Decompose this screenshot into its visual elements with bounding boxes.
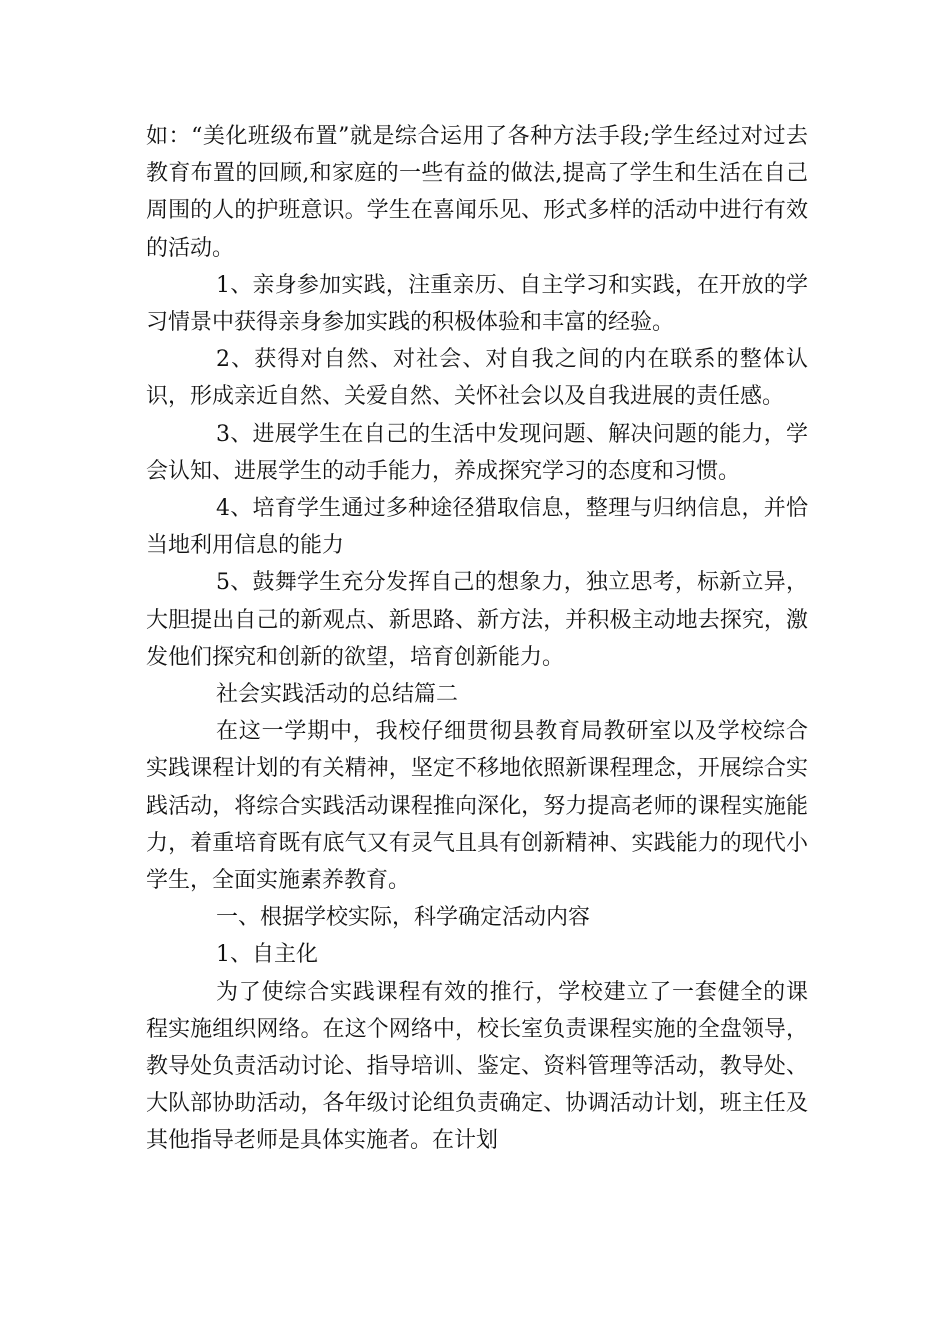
paragraph-3: 2、获得对自然、对社会、对自我之间的内在联系的整体认识，形成亲近自然、关爱自然、关怀社会以及自我进展的责任感。 [146,347,808,410]
paragraph-1: 如：“美化班级布置”就是综合运用了各种方法手段;学生经过对过去教育布置的回顾,和家庭的一些有益的做法,提高了学生和生活在自己周围的人的护班意识。学生在喜闻乐见、形式多样的活动中进行有效的活动。 [146,124,808,261]
subheading-2: 1、自主化 [216,942,318,968]
paragraph-4: 3、进展学生在自己的生活中发现问题、解决问题的能力，学会认知、进展学生的动手能力，养成探究学习的态度和习惯。 [146,421,808,484]
section-heading: 社会实践活动的总结篇二 [216,682,459,708]
subheading-1: 一、根据学校实际，科学确定活动内容 [216,905,591,931]
paragraph-7: 在这一学期中，我校仔细贯彻县教育局教研室以及学校综合实践课程计划的有关精神，坚定不移地依照新课程理念，开展综合实践活动，将综合实践活动课程推向深化，努力提高老师的课程实施能力，着重培育既有底气又有灵气且具有创新精神、实践能力的现代小学生，全面实施素养教育。 [146,719,808,894]
document-body [146,118,808,1160]
paragraph-8: 为了使综合实践课程有效的推行，学校建立了一套健全的课程实施组织网络。在这个网络中，校长室负责课程实施的全盘领导，教导处负责活动讨论、指导培训、鉴定、资料管理等活动，教导处、大队部协助活动，各年级讨论组负责确定、协调活动计划，班主任及其他指导老师是具体实施者。在计划 [146,979,808,1154]
paragraph-5: 4、培育学生通过多种途径猎取信息，整理与归纳信息，并恰当地利用信息的能力 [146,496,808,559]
paragraph-6: 5、鼓舞学生充分发挥自己的想象力，独立思考，标新立异，大胆提出自己的新观点、新思路、新方法，并积极主动地去探究，激发他们探究和创新的欲望，培育创新能力。 [146,570,808,670]
paragraph-2: 1、亲身参加实践，注重亲历、自主学习和实践，在开放的学习情景中获得亲身参加实践的积极体验和丰富的经验。 [146,272,808,336]
